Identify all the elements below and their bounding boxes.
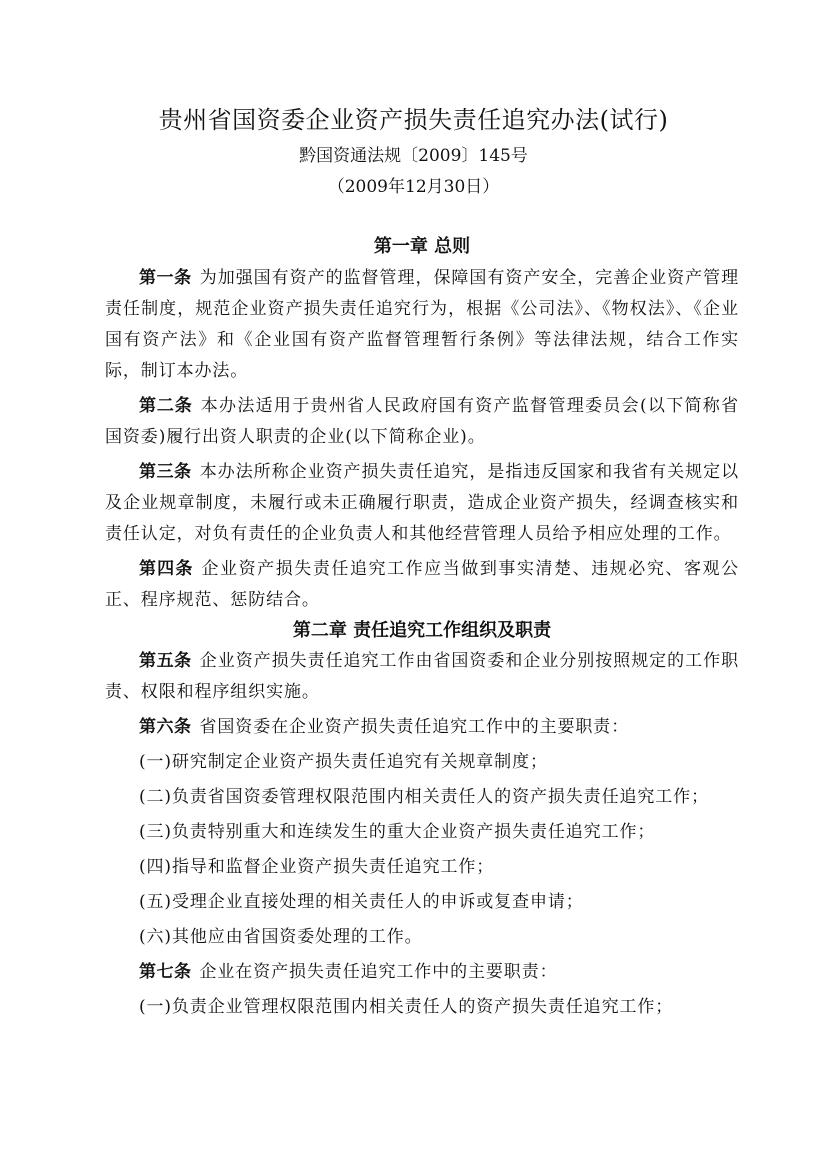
article-text: 省国资委在企业资产损失责任追究工作中的主要职责： xyxy=(199,717,630,737)
article-label: 第一条 xyxy=(139,268,192,288)
chapter-1-heading: 第一章 总则 xyxy=(373,236,471,257)
article-5 xyxy=(105,646,739,708)
document-title: 贵州省国资委企业资产损失责任追究办法(试行) xyxy=(158,106,669,134)
document-number: 黔国资通法规〔2009〕145号 xyxy=(299,146,528,166)
article-text: 为加强国有资产的监督管理，保障国有资产安全，完善企业资产管理责任制度，规范企业资产损失责任追究行为，根据《公司法》、《物权法》、《企业国有资产法》和《企业国有资产监督管理暂行条例》等法律法规，结合工作实际，制订本办法。 xyxy=(105,268,739,381)
list-item: (二)负责省国资委管理权限范围内相关责任人的资产损失责任追究工作； xyxy=(139,787,709,807)
list-item: (一)负责企业管理权限范围内相关责任人的资产损失责任追究工作； xyxy=(139,997,674,1017)
article-label: 第二条 xyxy=(139,396,193,416)
list-item: (四)指导和监督企业资产损失责任追究工作； xyxy=(139,857,495,877)
article-4 xyxy=(105,554,739,616)
article-7 xyxy=(105,957,739,988)
document-date: （2009年12月30日） xyxy=(327,177,500,197)
list-item: (一)研究制定企业资产损失责任追究有关规章制度； xyxy=(139,752,548,772)
list-item: (六)其他应由省国资委处理的工作。 xyxy=(139,927,423,947)
chapter-2-heading: 第二章 责任追究工作组织及职责 xyxy=(292,620,552,641)
article-6 xyxy=(105,712,739,743)
article-text: 本办法适用于贵州省人民政府国有资产监督管理委员会(以下简称省国资委)履行出资人职责的企业(以下简称企业)。 xyxy=(105,396,740,447)
article-text: 企业资产损失责任追究工作由省国资委和企业分别按照规定的工作职责、权限和程序组织实施。 xyxy=(105,651,739,702)
article-label: 第七条 xyxy=(139,962,192,982)
list-item: (三)负责特别重大和连续发生的重大企业资产损失责任追究工作； xyxy=(139,822,656,842)
article-text: 本办法所称企业资产损失责任追究，是指违反国家和我省有关规定以及企业规章制度，未履行或未正确履行职责，造成企业资产损失，经调查核实和责任认定，对负有责任的企业负责人和其他经营管理人员给予相应处理的工作。 xyxy=(105,462,739,544)
article-label: 第六条 xyxy=(139,717,192,737)
document-body xyxy=(105,232,739,1023)
article-label: 第四条 xyxy=(139,559,194,579)
article-label: 第五条 xyxy=(139,651,192,671)
article-2 xyxy=(105,391,739,453)
article-label: 第三条 xyxy=(139,462,192,482)
article-text: 企业在资产损失责任追究工作中的主要职责： xyxy=(199,962,558,982)
article-1 xyxy=(105,263,739,387)
article-text: 企业资产损失责任追究工作应当做到事实清楚、违规必究、客观公正、程序规范、惩防结合。 xyxy=(105,559,740,610)
article-3 xyxy=(105,457,739,550)
list-item: (五)受理企业直接处理的相关责任人的申诉或复查申请； xyxy=(139,892,584,912)
